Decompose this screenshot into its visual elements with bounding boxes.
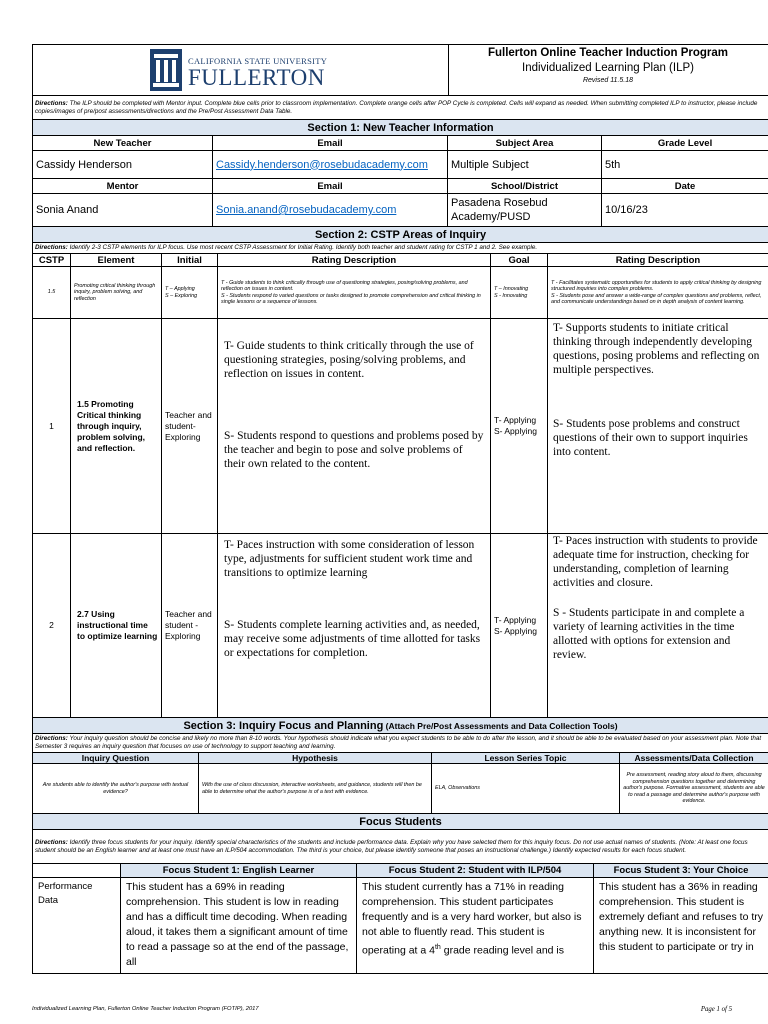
page-footer xyxy=(32,1006,768,1012)
header-hypothesis: Hypothesis xyxy=(199,753,432,764)
header-table xyxy=(32,44,768,120)
logo-cell xyxy=(33,45,449,96)
section3-title-note: (Attach Pre/Post Assessments and Data Collection Tools) xyxy=(383,720,618,731)
cstp-goal: T- Applying S- Applying xyxy=(491,534,548,718)
cstp-goal-description xyxy=(548,534,768,718)
focus-student-2-text-b: grade reading level and is xyxy=(440,944,564,957)
header-rating-description: Rating Description xyxy=(218,254,491,267)
section1-title: Section 1: New Teacher Information xyxy=(33,120,768,136)
program-name: Fullerton Online Teacher Induction Program xyxy=(487,47,729,59)
mentor-email-link[interactable]: Sonia.anand@rosebudacademy.com xyxy=(213,194,448,227)
date-value: 10/16/23 xyxy=(602,194,768,227)
example-goal-description xyxy=(548,267,768,319)
inquiry-question-value: Are students able to identify the author's purpose with textual evidence? xyxy=(33,764,199,814)
header-grade-level: Grade Level xyxy=(602,136,768,151)
example-goal-teacher: T – Innovating xyxy=(494,286,529,292)
focus-students-title: Focus Students xyxy=(33,814,768,830)
example-goal xyxy=(491,267,548,319)
section1-table xyxy=(32,119,768,227)
cstp-rating-description xyxy=(218,534,491,718)
focus-student-3-data: This student has a 36% in reading comprehension. This student is extremely defiant and refuses to try anything new. It is inconsistent for this student to participate or try in xyxy=(594,878,768,974)
example-goal-desc-teacher: T - Facilitates systematic opportunities for students to apply critical thinking by designing structured inquiries into complex problems. xyxy=(551,279,762,292)
title-cell xyxy=(449,45,768,96)
example-desc-student: S - Students respond to varied questions or tasks designed to promote comprehension and critical thinking in single lessons or a sequence of lessons. xyxy=(221,292,481,305)
section2-title: Section 2: CSTP Areas of Inquiry xyxy=(33,227,768,243)
section3-table xyxy=(32,717,768,814)
example-goal-desc-student: S - Students pose and answer a wide-range of complex questions and problems, reflect, and communicate understandings based on in depth analysis of content learning. xyxy=(551,292,762,305)
header-goal-rating-description: Rating Description xyxy=(548,254,768,267)
header-inquiry-question: Inquiry Question xyxy=(33,753,199,764)
section3-directions xyxy=(33,734,768,753)
section3-title-text: Section 3: Inquiry Focus and Planning xyxy=(183,719,384,732)
header-school-district: School/District xyxy=(448,179,602,194)
header-date: Date xyxy=(602,179,768,194)
goal-teacher-text: T- Supports students to initiate critical thinking through independently developing questions, posing problems and reflecting on multiple perspectives. xyxy=(553,322,760,376)
page-number: Page 1 of 5 xyxy=(700,1006,732,1013)
directions-label: Directions: xyxy=(35,99,68,107)
rating-teacher-text: T- Guide students to think critically through the use of questioning strategies, posing/solving problems, and reflection on issues in content. xyxy=(224,340,474,380)
footer-text: Individualized Learning Plan, Fullerton Online Teacher Induction Program (FOTIP), 2017 xyxy=(32,1006,259,1012)
cstp-number: 2 xyxy=(33,534,71,718)
goal-student-text: S- Students pose problems and construct questions of their own to support inquiries into content. xyxy=(553,418,748,458)
top-directions xyxy=(33,96,768,120)
rating-student-text: S- Students complete learning activities and, as needed, may receive some adjustments of time allotted for tasks or expectations for completion. xyxy=(224,619,481,659)
header-new-teacher: New Teacher xyxy=(33,136,213,151)
cstp-row-2 xyxy=(33,534,768,718)
revision-date: Revised 11.5.18 xyxy=(582,77,634,84)
directions-text: Identify 2-3 CSTP elements for ILP focus. Use most recent CSTP Assessment for Initial Rating. Identify both teacher and student rating for CSTP 1 and 2. See example. xyxy=(67,244,538,251)
focus-student-1-data: This student has a 69% in reading comprehension. This student is low in reading and has a difficult time decoding. When reading aloud, it takes them a significant amount of time to read a passage so at the end of the passage, all xyxy=(121,878,357,974)
hypothesis-value: With the use of class discussion, interactive worksheets, and guidance, students will then be able to determine what the author's purpose is of a text with evidence. xyxy=(199,764,432,814)
subject-area-value: Multiple Subject xyxy=(448,151,602,179)
new-teacher-name: Cassidy Henderson xyxy=(33,151,213,179)
header-assessments: Assessments/Data Collection xyxy=(620,753,768,764)
cstp-row-1 xyxy=(33,319,768,534)
focus-student-2-text-a: This student currently has a 71% in reading comprehension. This student participates frequently and is a very hard worker, but also is not able to fluently read. This student is operating at a 4 xyxy=(362,881,582,957)
header-focus-student-3: Focus Student 3: Your Choice xyxy=(594,864,768,878)
logo-university-line: CALIFORNIA STATE UNIVERSITY xyxy=(188,56,328,66)
performance-data-label: Performance Data xyxy=(33,878,121,974)
example-cstp: 1.5 xyxy=(33,267,71,319)
example-goal-student: S - Innovating xyxy=(494,292,528,299)
header-mentor-email: Email xyxy=(213,179,448,194)
rating-student-text: S- Students respond to questions and problems posed by the teacher and begin to pose and solve problems of their own related to the content. xyxy=(224,430,484,470)
example-initial-teacher: T – Applying xyxy=(165,286,195,292)
cstp-goal: T- Applying S- Applying xyxy=(491,319,548,534)
directions-label: Directions: xyxy=(35,735,68,742)
example-initial xyxy=(162,267,218,319)
example-row xyxy=(33,267,768,319)
rating-teacher-text: T- Paces instruction with some consideration of lesson type, adjustments for sufficient student work time and transitions to optimize learning xyxy=(224,539,475,579)
school-line-2: Academy/PUSD xyxy=(451,211,531,223)
cstp-number: 1 xyxy=(33,319,71,534)
header-goal: Goal xyxy=(491,254,548,267)
example-rating-description xyxy=(218,267,491,319)
section2-table xyxy=(32,226,768,718)
logo-wordmark: FULLERTON xyxy=(188,65,325,90)
directions-text: The ILP should be completed with Mentor input. Complete blue cells prior to classroom implementation. Complete orange cells after POP Cycle is completed. Cells will expand as needed. When submitting completed ILP to instructor, please include copies/images of pre/post assessments/directions and the Pre/Post Assessment Data Table. xyxy=(35,99,758,115)
example-desc-teacher: T - Guide students to think critically through use of questioning strategies, posing/solving problems, and reflection on issues in content. xyxy=(221,279,468,292)
focus-students-table xyxy=(32,813,768,974)
section2-directions xyxy=(33,243,768,254)
header-focus-student-1: Focus Student 1: English Learner xyxy=(121,864,357,878)
directions-label: Directions: xyxy=(35,838,68,846)
section3-title xyxy=(33,718,768,734)
teacher-email-link[interactable]: Cassidy.henderson@rosebudacademy.com xyxy=(213,151,448,179)
plan-title: Individualized Learning Plan (ILP) xyxy=(522,62,694,74)
header-subject-area: Subject Area xyxy=(448,136,602,151)
directions-text: Your inquiry question should be concise and likely no more than 8-10 words. Your hypothesis should indicate what you expect students to be able to do after the lesson, and it should be able to be evaluated based on your assessment plan. Note that Semester 3 requires an inquiry question that focuses on use of technology to support teaching and learning. xyxy=(35,735,762,750)
school-district-value xyxy=(448,194,602,227)
directions-text: Identify three focus students for your inquiry. Identify special characteristics of the students and include performance data. Explain why you have selected them for this inquiry focus. Do not use actual names of students. (Note: At least one focus student should be an English learner and at least one must have an ILP/504 accommodation. The third is your choice, but please identify someone that poses an instructional challenge.) Identify expected results for each focus student. xyxy=(35,838,748,854)
header-mentor: Mentor xyxy=(33,179,213,194)
school-line-1: Pasadena Rosebud xyxy=(451,197,548,209)
grade-level-value: 5th xyxy=(602,151,768,179)
focus-student-2-data xyxy=(357,878,594,974)
cstp-rating-description xyxy=(218,319,491,534)
header-element: Element xyxy=(71,254,162,267)
goal-teacher-text: T- Paces instruction with students to provide adequate time for instruction, checking for understanding, completion of learning activities and closure. xyxy=(553,535,758,589)
header-initial: Initial xyxy=(162,254,218,267)
cstp-element: 1.5 Promoting Critical thinking through inquiry, problem solving, and reflection. xyxy=(71,319,162,534)
focus-corner-cell xyxy=(33,864,121,878)
lesson-topic-value: ELA, Observations xyxy=(432,764,620,814)
cstp-initial: Teacher and student- Exploring xyxy=(162,319,218,534)
mentor-name: Sonia Anand xyxy=(33,194,213,227)
ilp-form xyxy=(32,44,768,974)
assessments-value: Pre assessment, reading story aloud to them, discussing comprehension questions together and determining author's purpose. Formative assessment, students are able to read a passage and determine author's purpose with evidence. xyxy=(620,764,768,814)
header-lesson-series-topic: Lesson Series Topic xyxy=(432,753,620,764)
header-focus-student-2: Focus Student 2: Student with ILP/504 xyxy=(357,864,594,878)
focus-student-2-sup: th xyxy=(434,944,441,951)
example-initial-student: S – Exploring xyxy=(165,292,198,299)
cstp-initial: Teacher and student - Exploring xyxy=(162,534,218,718)
example-element: Promoting critical thinking through inquiry, problem solving, and reflection xyxy=(71,267,162,319)
header-cstp: CSTP xyxy=(33,254,71,267)
focus-students-directions xyxy=(33,830,768,864)
header-email: Email xyxy=(213,136,448,151)
directions-label: Directions: xyxy=(35,244,68,251)
cstp-element: 2.7 Using instructional time to optimize learning xyxy=(71,534,162,718)
goal-student-text: S - Students participate in and complete a variety of learning activities in the time allotted with options for extension and review. xyxy=(553,607,745,661)
cstp-goal-description xyxy=(548,319,768,534)
